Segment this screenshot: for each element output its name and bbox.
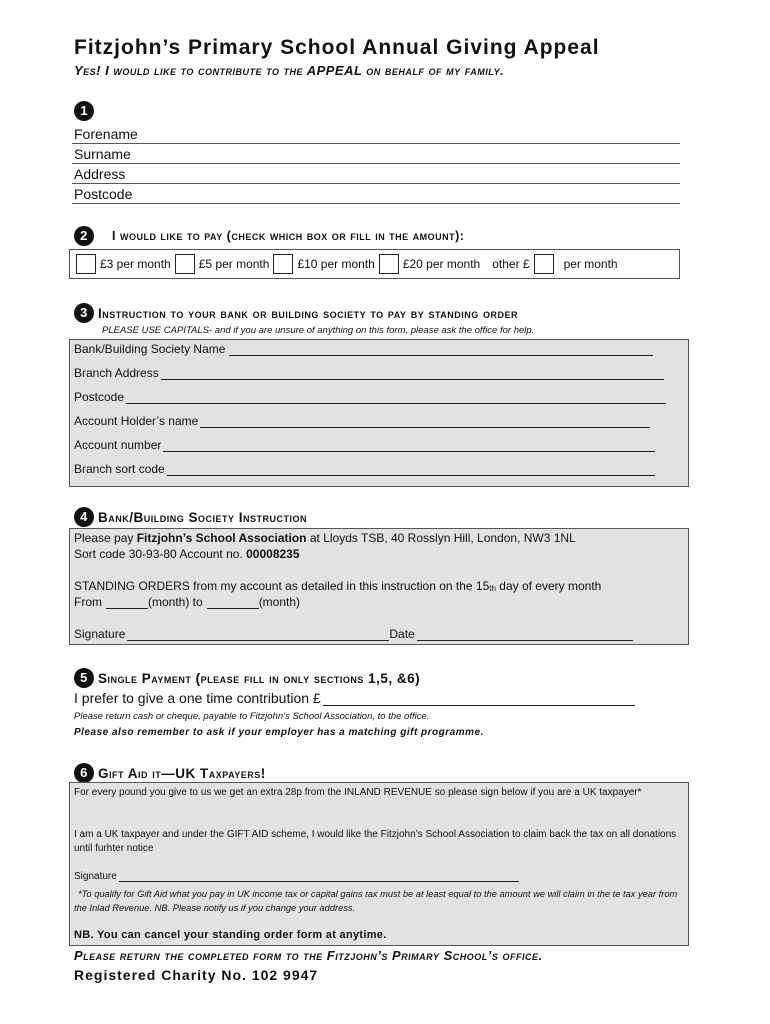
cancel-note: NB. You can cancel your standing order form at anytime. [74,929,387,941]
address-field[interactable]: Address [72,164,680,184]
month-range-line[interactable]: From (month) to (month) [74,595,301,609]
section-4-title: Bank/Building Society Instruction [98,509,308,525]
page-title: Fitzjohn’s Primary School Annual Giving Appeal [74,36,600,59]
section-3-note: PLEASE USE CAPITALS- and if you are unsure of anything on this form, please ask the office for help. [102,325,535,336]
charity-number: Registered Charity No. 102 9947 [74,967,319,983]
checkbox-20-pounds[interactable] [379,254,399,274]
section-5-number: 5 [74,668,94,688]
section-5-note-2: Please also remember to ask if your employer has a matching gift programme. [74,727,484,738]
gift-aid-box [69,782,689,946]
signature-date-line[interactable]: Signature Date [74,627,633,641]
option-other-amount[interactable]: other £ per month [492,254,617,274]
section-2-title: I would like to pay (check which box or fill in the amount): [112,229,465,243]
gift-aid-para-1: For every pound you give to us we get an extra 28p from the INLAND REVENUE so please sign below if you are a UK taxpayer* [74,787,642,798]
section-2-number: 2 [74,226,94,246]
gift-aid-signature-field[interactable]: Signature [74,871,519,882]
checkbox-3-pounds[interactable] [76,254,96,274]
return-note: Please return the completed form to the Fitzjohn’s Primary School’s office. [74,948,543,963]
postcode-field[interactable]: Postcode [72,184,680,204]
gift-aid-footnote: *To qualify for Gift Aid what you pay in UK income tax or capital gains tax must be at least equal to the amount we will claim in the te tax year from the Inlad Revenue. NB. Please notify us if you change your address. [74,889,678,913]
standing-order-line: STANDING ORDERS from my account as detailed in this instruction on the 15 $_{th}$ day of every month [74,579,602,593]
page-subtitle: Yes! I would like to contribute to the APPEAL on behalf of my family. [74,63,505,78]
section-3-heading [74,303,518,323]
option-5-pounds[interactable]: £5 per month [175,254,270,274]
payment-options [69,249,680,279]
gift-aid-para-2: I am a UK taxpayer and under the GIFT AID scheme, I would like the Fitzjohn’s School Association to claim back the tax on all donations until furhter notice [74,829,677,854]
account-holder-field[interactable]: Account Holder’s name [74,414,650,428]
section-3-number: 3 [74,303,94,323]
section-6-number: 6 [74,763,94,783]
section-1-number: 1 [74,101,94,121]
section-4-number: 4 [74,507,94,527]
branch-address-field[interactable]: Branch Address [74,366,664,380]
bank-details-box [69,339,689,487]
section-6-heading [74,763,266,783]
option-10-pounds[interactable]: £10 per month [273,254,374,274]
section-5-title: Single Payment (please fill in only sections 1,5, &6) [98,670,421,686]
account-number-field[interactable]: Account number [74,438,655,452]
bank-name-field[interactable]: Bank/Building Society Name [74,342,653,356]
section-4-heading [74,507,307,527]
section-5-note-1: Please return cash or cheque, payable to Fitzjohn’s School Association, to the office. [74,711,430,722]
forename-field[interactable]: Forename [72,124,680,144]
section-6-title: Gift Aid it—UK Taxpayers! [98,765,266,781]
sort-code-line: Sort code 30-93-80 Account no. 00008235 [74,547,300,561]
option-20-pounds[interactable]: £20 per month [379,254,480,274]
checkbox-10-pounds[interactable] [273,254,293,274]
bank-postcode-field[interactable]: Postcode [74,390,666,404]
section-3-title: Instruction to your bank or building society to pay by standing order [98,305,519,321]
pay-to-line: Please pay Fitzjohn’s School Association at Lloyds TSB, 40 Rosslyn Hill, London, NW3 1NL [74,531,576,545]
bank-instruction-box [69,528,689,645]
option-3-pounds[interactable]: £3 per month [76,254,171,274]
surname-field[interactable]: Surname [72,144,680,164]
checkbox-other-amount[interactable] [534,254,554,274]
sort-code-field[interactable]: Branch sort code [74,462,655,476]
section-2-heading [74,226,464,246]
one-time-contribution-field[interactable]: I prefer to give a one time contribution £ [74,690,635,706]
checkbox-5-pounds[interactable] [175,254,195,274]
section-5-heading [74,668,420,688]
